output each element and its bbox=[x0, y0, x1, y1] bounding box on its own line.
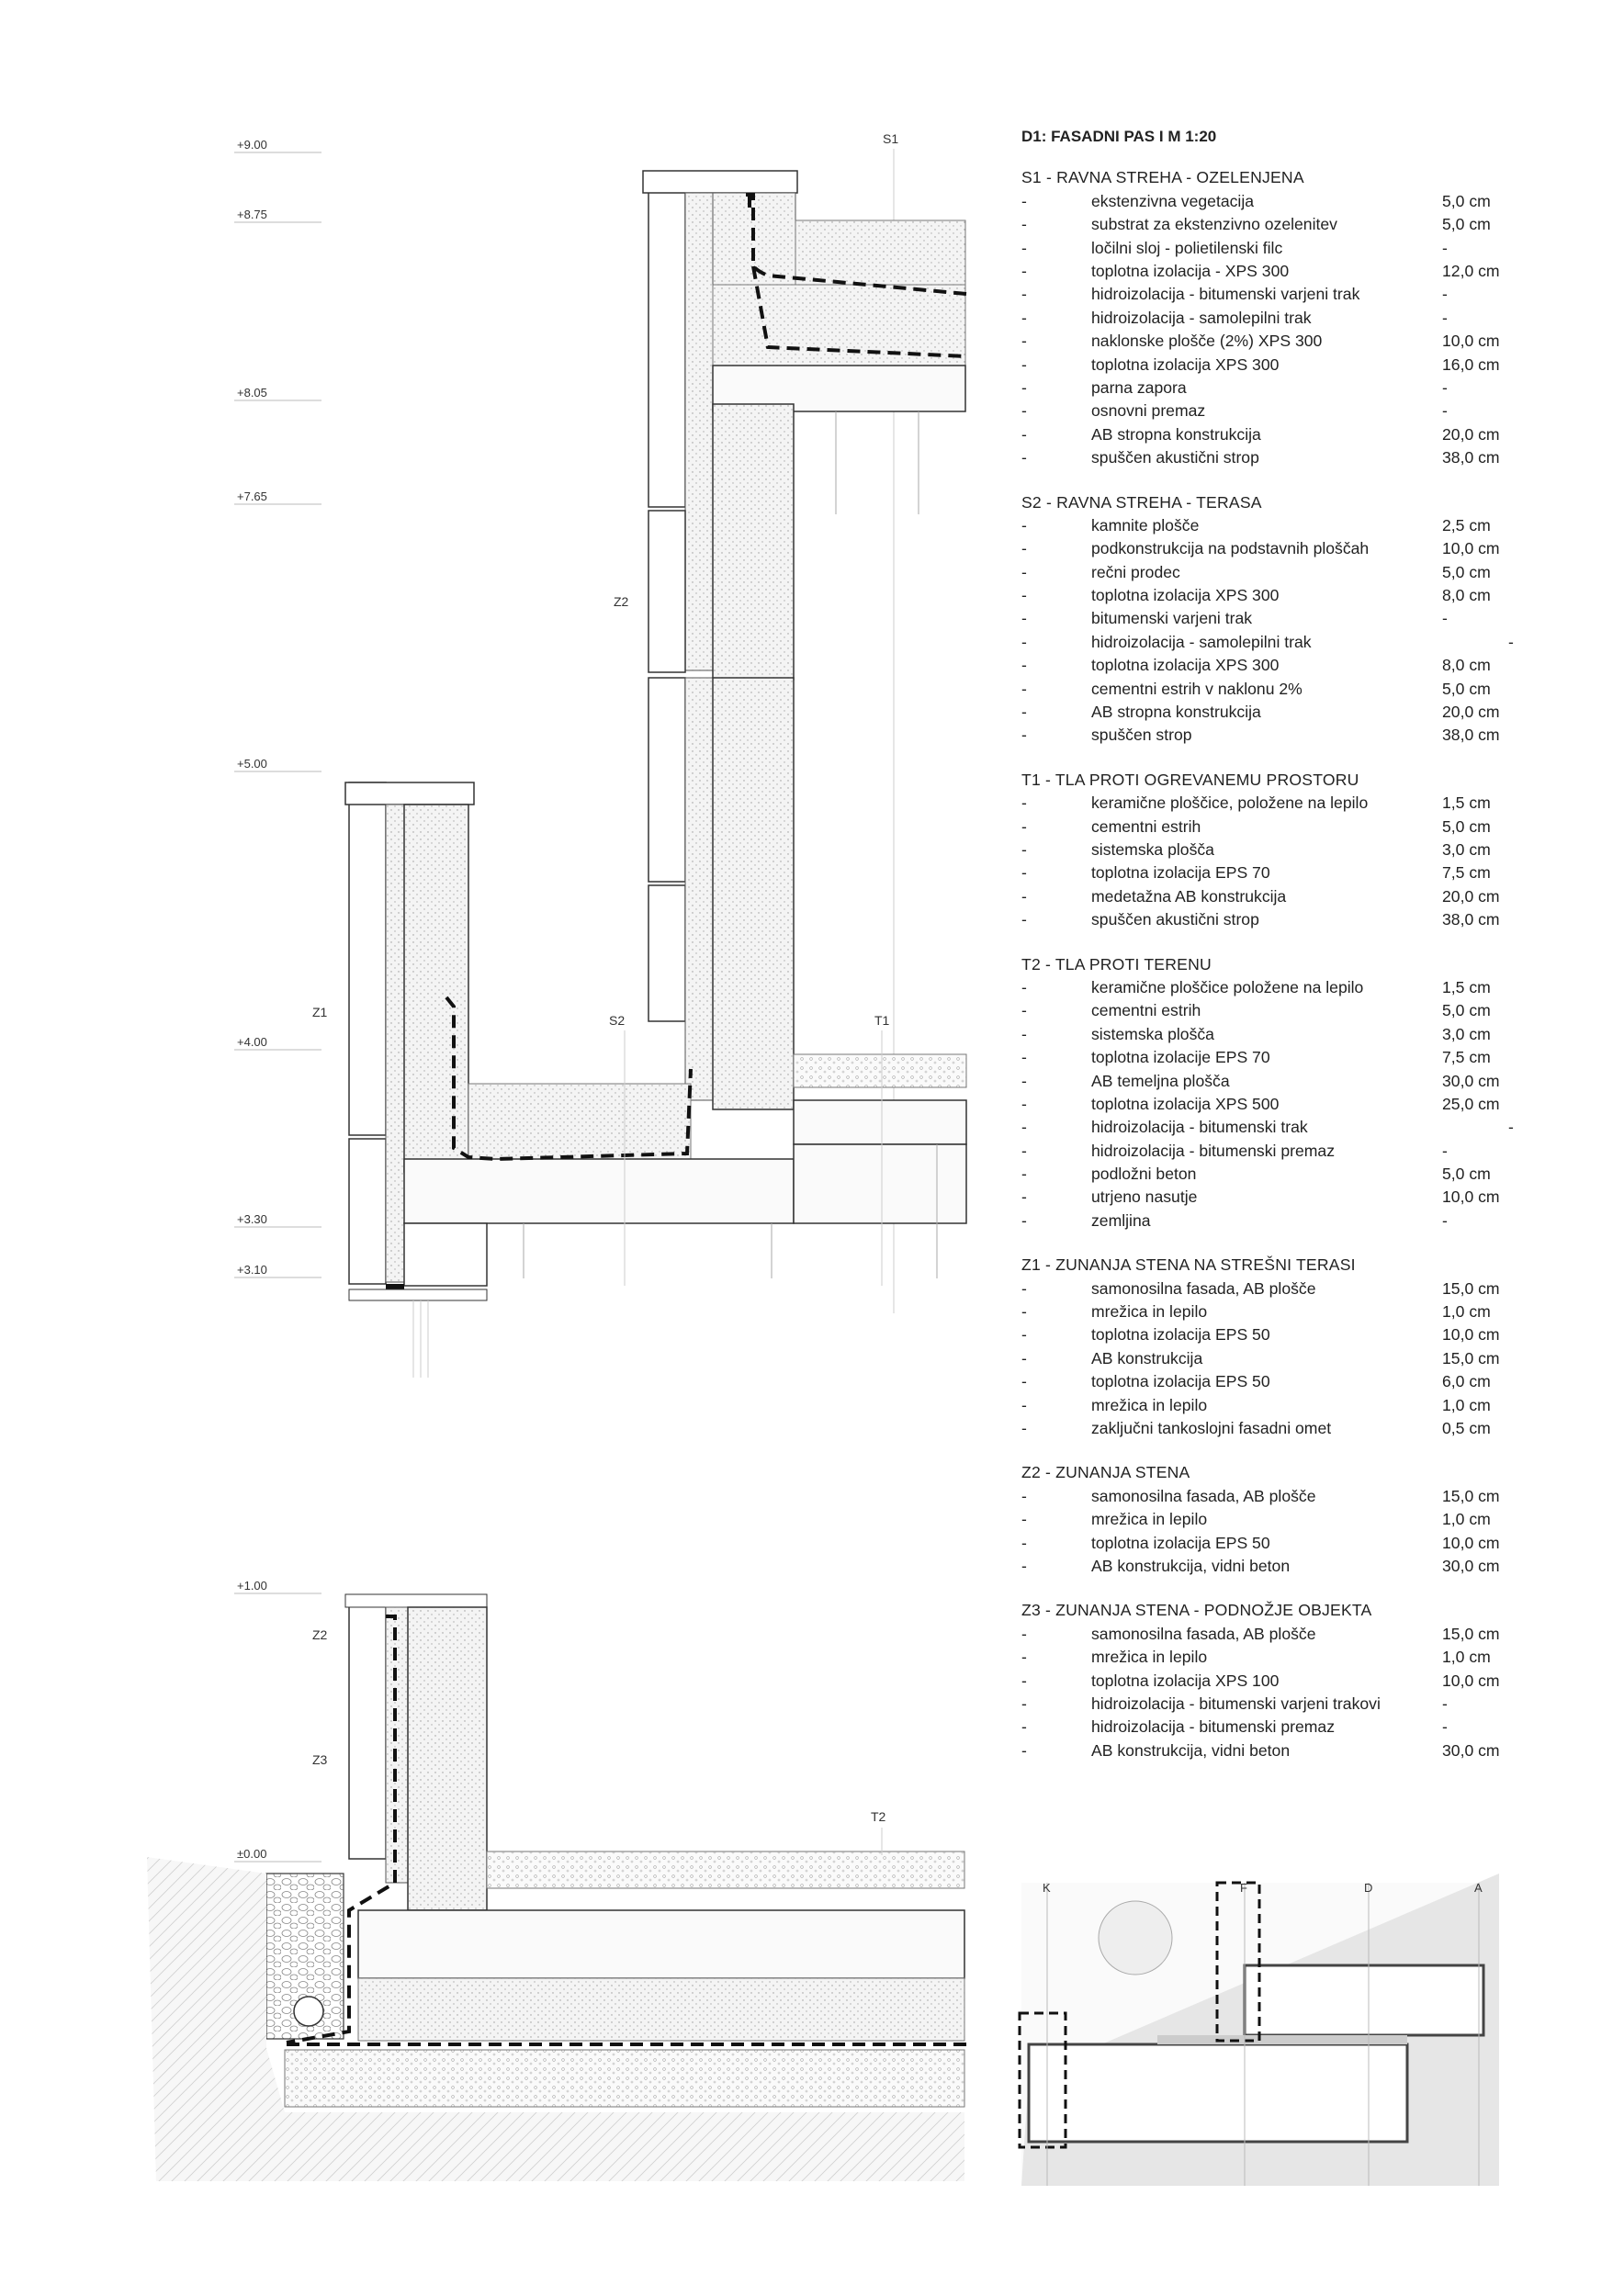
layer-thickness: - bbox=[1442, 377, 1448, 397]
layer-dash: - bbox=[1021, 1671, 1027, 1690]
layer-row bbox=[1021, 423, 1536, 446]
layer-name: utrjeno nasutje bbox=[1091, 1187, 1198, 1207]
layer-dash: - bbox=[1021, 1325, 1027, 1345]
layer-row bbox=[1021, 1277, 1536, 1300]
layer-dash: - bbox=[1021, 215, 1027, 234]
layer-name: hidroizolacija - bitumenski premaz bbox=[1091, 1717, 1335, 1737]
layer-row bbox=[1021, 816, 1536, 838]
legend-section bbox=[1021, 1254, 1536, 1440]
layer-row bbox=[1021, 1163, 1536, 1186]
layer-row bbox=[1021, 190, 1536, 213]
layer-thickness: - bbox=[1442, 285, 1448, 304]
level-label: +5.00 bbox=[237, 757, 267, 771]
level-label: +4.00 bbox=[237, 1035, 267, 1049]
layer-row bbox=[1021, 514, 1536, 537]
layer-dash: - bbox=[1021, 539, 1027, 558]
layer-dash: - bbox=[1021, 1740, 1027, 1760]
layer-row bbox=[1021, 1485, 1536, 1508]
layer-name: podložni beton bbox=[1091, 1165, 1197, 1184]
layer-dash: - bbox=[1021, 1001, 1027, 1020]
layer-dash: - bbox=[1021, 816, 1027, 836]
level-label: ±0.00 bbox=[237, 1847, 267, 1861]
layer-dash: - bbox=[1021, 793, 1027, 813]
layer-name: toplotna izolacije EPS 70 bbox=[1091, 1048, 1270, 1067]
layer-name: osnovni premaz bbox=[1091, 401, 1206, 421]
layer-name: sistemska plošča bbox=[1091, 840, 1214, 859]
layer-name: toplotna izolacija EPS 50 bbox=[1091, 1372, 1270, 1391]
layer-row bbox=[1021, 354, 1536, 377]
layer-dash: - bbox=[1021, 1372, 1027, 1391]
layer-name: rečni prodec bbox=[1091, 562, 1180, 581]
layer-thickness: 5,0 cm bbox=[1442, 215, 1491, 234]
layer-name: bitumenski varjeni trak bbox=[1091, 609, 1253, 628]
layer-thickness: - bbox=[1442, 1717, 1448, 1737]
layer-row bbox=[1021, 213, 1536, 236]
layer-thickness: 1,0 cm bbox=[1442, 1648, 1491, 1667]
layer-dash: - bbox=[1021, 1533, 1027, 1552]
layer-thickness: 30,0 cm bbox=[1442, 1556, 1500, 1575]
layer-name: AB konstrukcija bbox=[1091, 1348, 1203, 1367]
layer-row bbox=[1021, 1023, 1536, 1046]
layer-name: spuščen akustični strop bbox=[1091, 448, 1259, 467]
layer-thickness: 1,0 cm bbox=[1442, 1395, 1491, 1414]
layer-thickness: 15,0 cm bbox=[1442, 1624, 1500, 1643]
layer-name: ločilni sloj - polietilenski filc bbox=[1091, 238, 1283, 257]
layer-name: samonosilna fasada, AB plošče bbox=[1091, 1486, 1316, 1505]
layer-thickness: 1,5 cm bbox=[1442, 977, 1491, 996]
layer-dash: - bbox=[1021, 424, 1027, 444]
layer-thickness: 20,0 cm bbox=[1442, 424, 1500, 444]
layer-thickness: 38,0 cm bbox=[1442, 910, 1500, 929]
level-label: +9.00 bbox=[237, 138, 267, 152]
layer-row bbox=[1021, 999, 1536, 1022]
layer-dash: - bbox=[1021, 1071, 1027, 1090]
layer-row bbox=[1021, 446, 1536, 469]
layer-dash: - bbox=[1021, 238, 1027, 257]
section-title: T1 - TLA PROTI OGREVANEMU PROSTORU bbox=[1021, 770, 1359, 789]
layer-thickness: - bbox=[1442, 401, 1448, 421]
layer-row bbox=[1021, 861, 1536, 884]
layer-name: keramične ploščice položene na lepilo bbox=[1091, 977, 1364, 996]
layer-row bbox=[1021, 1070, 1536, 1093]
layer-dash: - bbox=[1021, 1510, 1027, 1529]
layer-name: sistemska plošča bbox=[1091, 1024, 1214, 1043]
layer-row bbox=[1021, 537, 1536, 560]
layer-name: kamnite plošče bbox=[1091, 515, 1200, 535]
layer-row bbox=[1021, 283, 1536, 306]
layer-name: hidroizolacija - bitumenski trak bbox=[1091, 1118, 1308, 1137]
legend-section bbox=[1021, 953, 1536, 1233]
layer-row bbox=[1021, 1417, 1536, 1440]
layer-thickness: - bbox=[1442, 1210, 1448, 1230]
layer-thickness: - bbox=[1442, 1141, 1448, 1160]
layer-thickness: 1,5 cm bbox=[1442, 793, 1491, 813]
layer-extra: - bbox=[1508, 1118, 1514, 1137]
layer-dash: - bbox=[1021, 191, 1027, 210]
legend-section bbox=[1021, 1461, 1536, 1578]
layer-row bbox=[1021, 724, 1536, 747]
layer-thickness: 0,5 cm bbox=[1442, 1419, 1491, 1438]
layer-dash: - bbox=[1021, 1556, 1027, 1575]
layer-dash: - bbox=[1021, 261, 1027, 280]
layer-name: AB konstrukcija, vidni beton bbox=[1091, 1556, 1291, 1575]
layer-thickness: 15,0 cm bbox=[1442, 1486, 1500, 1505]
layer-extra: - bbox=[1508, 632, 1514, 651]
layer-name: spuščen akustični strop bbox=[1091, 910, 1259, 929]
level-label: +1.00 bbox=[237, 1579, 267, 1593]
layer-name: zaključni tankoslojni fasadni omet bbox=[1091, 1419, 1332, 1438]
layer-thickness: 15,0 cm bbox=[1442, 1278, 1500, 1298]
layer-thickness: 10,0 cm bbox=[1442, 332, 1500, 351]
layer-thickness: 1,0 cm bbox=[1442, 1302, 1491, 1322]
layer-thickness: 25,0 cm bbox=[1442, 1094, 1500, 1113]
layer-row bbox=[1021, 1370, 1536, 1393]
layer-row bbox=[1021, 1300, 1536, 1323]
layer-row bbox=[1021, 400, 1536, 422]
layer-name: spuščen strop bbox=[1091, 726, 1192, 745]
layer-name: cementni estrih bbox=[1091, 816, 1201, 836]
grid-label: A bbox=[1474, 1881, 1483, 1895]
layer-dash: - bbox=[1021, 1419, 1027, 1438]
layer-dash: - bbox=[1021, 1118, 1027, 1137]
tag-t1: T1 bbox=[874, 1013, 890, 1028]
layer-thickness: 20,0 cm bbox=[1442, 886, 1500, 906]
tag-z3: Z3 bbox=[312, 1752, 328, 1767]
grid-label: D bbox=[1364, 1881, 1373, 1895]
layer-name: hidroizolacija - samolepilni trak bbox=[1091, 308, 1312, 327]
layer-dash: - bbox=[1021, 586, 1027, 605]
layer-name: cementni estrih bbox=[1091, 1001, 1201, 1020]
layer-thickness: 1,0 cm bbox=[1442, 1510, 1491, 1529]
section-title: T2 - TLA PROTI TERENU bbox=[1021, 954, 1212, 974]
layer-thickness: 10,0 cm bbox=[1442, 1533, 1500, 1552]
layer-name: zemljina bbox=[1091, 1210, 1151, 1230]
layer-dash: - bbox=[1021, 863, 1027, 883]
layer-row bbox=[1021, 260, 1536, 283]
layer-name: mrežica in lepilo bbox=[1091, 1510, 1208, 1529]
layer-row bbox=[1021, 885, 1536, 908]
layer-thickness: 38,0 cm bbox=[1442, 726, 1500, 745]
layer-thickness: 7,5 cm bbox=[1442, 1048, 1491, 1067]
layer-dash: - bbox=[1021, 1717, 1027, 1737]
layer-thickness: 12,0 cm bbox=[1442, 261, 1500, 280]
layer-thickness: 5,0 cm bbox=[1442, 816, 1491, 836]
layer-thickness: 30,0 cm bbox=[1442, 1071, 1500, 1090]
level-label: +3.10 bbox=[237, 1263, 267, 1277]
layer-dash: - bbox=[1021, 1624, 1027, 1643]
legend-sections bbox=[1021, 166, 1536, 1762]
layer-name: AB stropna konstrukcija bbox=[1091, 424, 1261, 444]
layer-name: ekstenzivna vegetacija bbox=[1091, 191, 1255, 210]
layer-name: samonosilna fasada, AB plošče bbox=[1091, 1278, 1316, 1298]
layer-name: toplotna izolacija EPS 70 bbox=[1091, 863, 1270, 883]
layer-thickness: 16,0 cm bbox=[1442, 355, 1500, 374]
layer-thickness: 20,0 cm bbox=[1442, 703, 1500, 722]
layer-dash: - bbox=[1021, 703, 1027, 722]
layer-thickness: 10,0 cm bbox=[1442, 1187, 1500, 1207]
legend-title: D1: FASADNI PAS I M 1:20 bbox=[1021, 128, 1217, 145]
layer-name: medetažna AB konstrukcija bbox=[1091, 886, 1287, 906]
layer-row bbox=[1021, 631, 1536, 654]
layer-thickness: 8,0 cm bbox=[1442, 656, 1491, 675]
layer-name: cementni estrih v naklonu 2% bbox=[1091, 679, 1303, 698]
layer-legend bbox=[1021, 125, 1536, 1784]
layer-name: toplotna izolacija XPS 300 bbox=[1091, 355, 1280, 374]
layer-name: mrežica in lepilo bbox=[1091, 1302, 1208, 1322]
layer-name: samonosilna fasada, AB plošče bbox=[1091, 1624, 1316, 1643]
tag-z2-lower: Z2 bbox=[312, 1627, 328, 1642]
layer-thickness: - bbox=[1442, 1694, 1448, 1713]
tag-s1: S1 bbox=[883, 131, 899, 146]
layer-row bbox=[1021, 1093, 1536, 1116]
layer-thickness: 30,0 cm bbox=[1442, 1740, 1500, 1760]
layer-row bbox=[1021, 838, 1536, 861]
key-plan bbox=[1020, 1874, 1499, 2186]
layer-row bbox=[1021, 1394, 1536, 1417]
layer-row bbox=[1021, 1116, 1536, 1139]
layer-name: hidroizolacija - bitumenski varjeni trak bbox=[1091, 285, 1360, 304]
level-label: +8.75 bbox=[237, 208, 267, 221]
layer-thickness: 5,0 cm bbox=[1442, 191, 1491, 210]
level-markers bbox=[234, 138, 321, 1862]
layer-dash: - bbox=[1021, 910, 1027, 929]
section-title: S1 - RAVNA STREHA - OZELENJENA bbox=[1021, 168, 1304, 187]
tag-s2: S2 bbox=[609, 1013, 626, 1028]
level-label: +8.05 bbox=[237, 386, 267, 400]
layer-row bbox=[1021, 1186, 1536, 1209]
layer-row bbox=[1021, 1623, 1536, 1646]
layer-row bbox=[1021, 584, 1536, 607]
section-title: Z3 - ZUNANJA STENA - PODNOŽJE OBJEKTA bbox=[1021, 1601, 1372, 1620]
layer-dash: - bbox=[1021, 1648, 1027, 1667]
layer-row bbox=[1021, 1670, 1536, 1693]
layer-dash: - bbox=[1021, 656, 1027, 675]
terrace-s2-detail bbox=[312, 678, 966, 1378]
layer-dash: - bbox=[1021, 1094, 1027, 1113]
level-label: +3.30 bbox=[237, 1212, 267, 1226]
layer-row bbox=[1021, 1532, 1536, 1555]
layer-dash: - bbox=[1021, 840, 1027, 859]
legend-section bbox=[1021, 166, 1536, 469]
layer-row bbox=[1021, 1323, 1536, 1346]
layer-row bbox=[1021, 561, 1536, 584]
layer-name: mrežica in lepilo bbox=[1091, 1648, 1208, 1667]
layer-row bbox=[1021, 1210, 1536, 1232]
layer-thickness: 7,5 cm bbox=[1442, 863, 1491, 883]
layer-name: podkonstrukcija na podstavnih ploščah bbox=[1091, 539, 1370, 558]
layer-name: AB stropna konstrukcija bbox=[1091, 703, 1261, 722]
grid-label: F bbox=[1240, 1881, 1247, 1895]
layer-dash: - bbox=[1021, 308, 1027, 327]
section-title: S2 - RAVNA STREHA - TERASA bbox=[1021, 492, 1262, 512]
layer-dash: - bbox=[1021, 679, 1027, 698]
layer-thickness: - bbox=[1442, 609, 1448, 628]
layer-thickness: 10,0 cm bbox=[1442, 1325, 1500, 1345]
layer-row bbox=[1021, 1646, 1536, 1669]
legend-section bbox=[1021, 1599, 1536, 1762]
layer-thickness: 6,0 cm bbox=[1442, 1372, 1491, 1391]
layer-dash: - bbox=[1021, 1694, 1027, 1713]
layer-row bbox=[1021, 1693, 1536, 1716]
legend-section bbox=[1021, 491, 1536, 748]
layer-dash: - bbox=[1021, 1278, 1027, 1298]
layer-dash: - bbox=[1021, 726, 1027, 745]
layer-name: hidroizolacija - bitumenski varjeni trakovi bbox=[1091, 1694, 1381, 1713]
layer-name: AB konstrukcija, vidni beton bbox=[1091, 1740, 1291, 1760]
layer-name: toplotna izolacija EPS 50 bbox=[1091, 1325, 1270, 1345]
layer-thickness: 10,0 cm bbox=[1442, 539, 1500, 558]
layer-dash: - bbox=[1021, 1048, 1027, 1067]
layer-dash: - bbox=[1021, 562, 1027, 581]
tag-z1: Z1 bbox=[312, 1005, 328, 1019]
layer-thickness: - bbox=[1442, 238, 1448, 257]
layer-thickness: 5,0 cm bbox=[1442, 1165, 1491, 1184]
tag-z2-upper: Z2 bbox=[614, 594, 629, 609]
section-title: Z2 - ZUNANJA STENA bbox=[1021, 1463, 1190, 1482]
layer-thickness: 38,0 cm bbox=[1442, 448, 1500, 467]
layer-name: toplotna izolacija XPS 300 bbox=[1091, 656, 1280, 675]
layer-dash: - bbox=[1021, 332, 1027, 351]
layer-dash: - bbox=[1021, 1024, 1027, 1043]
legend-section bbox=[1021, 769, 1536, 932]
layer-row bbox=[1021, 1347, 1536, 1370]
base-z3-detail bbox=[147, 1594, 966, 2181]
layer-thickness: - bbox=[1442, 308, 1448, 327]
layer-thickness: 3,0 cm bbox=[1442, 840, 1491, 859]
layer-dash: - bbox=[1021, 632, 1027, 651]
layer-dash: - bbox=[1021, 285, 1027, 304]
layer-thickness: 2,5 cm bbox=[1442, 515, 1491, 535]
layer-dash: - bbox=[1021, 1302, 1027, 1322]
layer-row bbox=[1021, 678, 1536, 701]
layer-dash: - bbox=[1021, 377, 1027, 397]
layer-row bbox=[1021, 1716, 1536, 1739]
layer-dash: - bbox=[1021, 1187, 1027, 1207]
layer-name: AB temeljna plošča bbox=[1091, 1071, 1230, 1090]
layer-thickness: 8,0 cm bbox=[1442, 586, 1491, 605]
layer-dash: - bbox=[1021, 1141, 1027, 1160]
layer-row bbox=[1021, 654, 1536, 677]
layer-name: mrežica in lepilo bbox=[1091, 1395, 1208, 1414]
layer-row bbox=[1021, 1555, 1536, 1578]
layer-dash: - bbox=[1021, 355, 1027, 374]
layer-name: toplotna izolacija XPS 300 bbox=[1091, 586, 1280, 605]
layer-dash: - bbox=[1021, 977, 1027, 996]
layer-dash: - bbox=[1021, 515, 1027, 535]
layer-dash: - bbox=[1021, 886, 1027, 906]
grid-label: K bbox=[1043, 1881, 1051, 1895]
layer-name: naklonske plošče (2%) XPS 300 bbox=[1091, 332, 1323, 351]
section-title: Z1 - ZUNANJA STENA NA STREŠNI TERASI bbox=[1021, 1255, 1356, 1275]
level-label: +7.65 bbox=[237, 490, 267, 503]
layer-dash: - bbox=[1021, 1486, 1027, 1505]
layer-name: toplotna izolacija XPS 100 bbox=[1091, 1671, 1280, 1690]
layer-dash: - bbox=[1021, 401, 1027, 421]
layer-thickness: 15,0 cm bbox=[1442, 1348, 1500, 1367]
layer-row bbox=[1021, 1140, 1536, 1163]
layer-name: toplotna izolacija - XPS 300 bbox=[1091, 261, 1290, 280]
layer-row bbox=[1021, 307, 1536, 330]
layer-thickness: 10,0 cm bbox=[1442, 1671, 1500, 1690]
layer-name: toplotna izolacija XPS 500 bbox=[1091, 1094, 1280, 1113]
layer-row bbox=[1021, 1508, 1536, 1531]
layer-name: toplotna izolacija EPS 50 bbox=[1091, 1533, 1270, 1552]
layer-row bbox=[1021, 607, 1536, 630]
layer-dash: - bbox=[1021, 1165, 1027, 1184]
layer-row bbox=[1021, 330, 1536, 353]
layer-row bbox=[1021, 792, 1536, 815]
layer-name: substrat za ekstenzivno ozelenitev bbox=[1091, 215, 1337, 234]
tag-t2: T2 bbox=[871, 1809, 886, 1824]
layer-dash: - bbox=[1021, 609, 1027, 628]
layer-name: hidroizolacija - samolepilni trak bbox=[1091, 632, 1312, 651]
layer-dash: - bbox=[1021, 1210, 1027, 1230]
layer-row bbox=[1021, 237, 1536, 260]
layer-name: keramične ploščice, položene na lepilo bbox=[1091, 793, 1369, 813]
layer-row bbox=[1021, 1046, 1536, 1069]
layer-thickness: 5,0 cm bbox=[1442, 679, 1491, 698]
layer-dash: - bbox=[1021, 1395, 1027, 1414]
layer-thickness: 3,0 cm bbox=[1442, 1024, 1491, 1043]
layer-row bbox=[1021, 701, 1536, 724]
layer-name: hidroizolacija - bitumenski premaz bbox=[1091, 1141, 1335, 1160]
layer-row bbox=[1021, 377, 1536, 400]
layer-row bbox=[1021, 1739, 1536, 1762]
layer-name: parna zapora bbox=[1091, 377, 1187, 397]
layer-thickness: 5,0 cm bbox=[1442, 562, 1491, 581]
layer-dash: - bbox=[1021, 1348, 1027, 1367]
layer-row bbox=[1021, 976, 1536, 999]
layer-row bbox=[1021, 908, 1536, 931]
layer-thickness: 5,0 cm bbox=[1442, 1001, 1491, 1020]
layer-dash: - bbox=[1021, 448, 1027, 467]
